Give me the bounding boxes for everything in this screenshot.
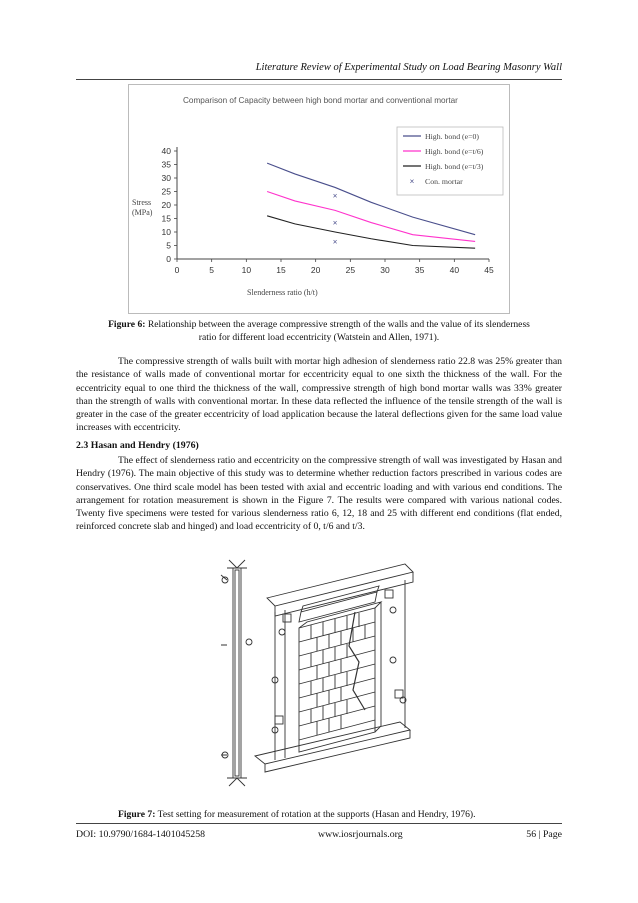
y-tick-label: 25 <box>161 186 171 197</box>
figure7-caption <box>76 808 562 821</box>
figure6-caption-line2: ratio for different load eccentricity (Watstein and Allen, 1971). <box>198 332 440 343</box>
legend-entry: High. bond (e=t/3) <box>425 162 484 171</box>
y-tick-label: 10 <box>161 227 171 237</box>
series-line <box>267 192 475 242</box>
x-tick-label: 25 <box>345 265 356 275</box>
series-marker: × <box>332 218 338 228</box>
x-axis-label: Slenderness ratio (h/t) <box>247 288 318 297</box>
x-tick-label: 15 <box>276 265 286 275</box>
y-tick-label: 35 <box>161 159 171 170</box>
header-rule <box>76 79 562 80</box>
y-axis-label-line2: (MPa) <box>132 208 153 217</box>
figure7-caption-text: Test setting for measurement of rotation at the supports (Hasan and Hendry, 1976). <box>157 809 476 820</box>
chart-title: Comparison of Capacity between high bond mortar and conventional mortar <box>183 96 458 105</box>
figure6-caption-line1: Relationship between the average compressive strength of the walls and the value of its slenderness <box>147 319 530 330</box>
y-axis-label-line1: Stress <box>132 198 152 207</box>
side-elevation-outer <box>233 568 241 778</box>
footer-page-number: 56 | Page <box>526 829 562 840</box>
paragraph-1 <box>76 355 562 435</box>
x-tick-label: 20 <box>310 265 321 275</box>
y-tick-label: 5 <box>166 240 171 251</box>
y-tick-label: 15 <box>161 213 171 224</box>
legend-entry: Con. mortar <box>425 177 463 186</box>
legend-entry: High. bond (e=t/6) <box>425 147 484 156</box>
y-tick-label: 30 <box>161 173 171 183</box>
x-tick-label: 0 <box>174 265 180 275</box>
legend-marker: × <box>409 177 415 186</box>
paragraph-2 <box>76 454 562 534</box>
y-tick-label: 0 <box>166 254 171 264</box>
x-tick-label: 40 <box>449 265 460 275</box>
section-heading: 2.3 Hasan and Hendry (1976) <box>76 440 199 451</box>
paragraph-1-text: The compressive strength of walls built with mortar high adhesion of slenderness ratio 22.8 was 25% greater than the resistance of walls made of conventional mortar for eccentricity equal to one sixth the thickness of the wall. For the eccentricity equal to one third the thickness of the wall, compressive strength of high bond mortar walls was 33% greater than the strength of walls with conventional mortar. In these data reflected the influence of the tensile strength of the wall is greater in the case of the greater eccentricity of load application because the lateral deflections given for the same load value increases with eccentricity. <box>76 356 562 434</box>
footer-doi: DOI: 10.9790/1684-1401045258 <box>76 829 205 840</box>
figure6-caption <box>76 318 562 344</box>
x-tick-label: 5 <box>209 265 215 275</box>
footer-rule <box>76 823 562 824</box>
series-marker: × <box>332 191 338 201</box>
loading-beam <box>299 586 379 622</box>
y-tick-label: 40 <box>161 146 171 156</box>
x-tick-label: 35 <box>414 265 425 275</box>
x-tick-label: 10 <box>241 265 252 275</box>
figure7-illustration <box>215 550 430 795</box>
figure7-caption-label: Figure 7: <box>118 809 156 820</box>
footer-website: www.iosrjournals.org <box>318 829 403 840</box>
running-header: Literature Review of Experimental Study on Load Bearing Masonry Wall <box>255 62 562 73</box>
figure6-chart <box>128 84 510 314</box>
test-setup-drawing <box>215 550 430 795</box>
figure6-caption-label: Figure 6: <box>108 319 146 330</box>
x-tick-label: 45 <box>484 265 494 275</box>
x-tick-label: 30 <box>380 265 390 275</box>
legend-entry: High. bond (e=0) <box>425 132 479 141</box>
side-elevation-inner <box>235 570 239 776</box>
chart-svg <box>129 85 509 313</box>
series-line <box>267 216 475 248</box>
paragraph-2-text: The effect of slenderness ratio and eccentricity on the compressive strength of wall was investigated by Hasan and Hendry (1976). The main objective of this study was to determine whether reduction factors prescribed in various codes are conservatives. One third scale model has been tested with axial and eccentric loading and with various end conditions. The arrangement for rotation measurement is shown in the Figure 7. The results were compared with various national codes. Twenty five specimens were tested for various slenderness ratio 6, 12, 18 and 25 with different end conditions (flat ended, reinforced concrete slab and hinged) and load eccentricity of 0, t/6 and t/3. <box>76 455 562 533</box>
series-marker: × <box>332 237 338 247</box>
chart-legend <box>397 127 503 195</box>
y-tick-label: 20 <box>161 200 171 210</box>
